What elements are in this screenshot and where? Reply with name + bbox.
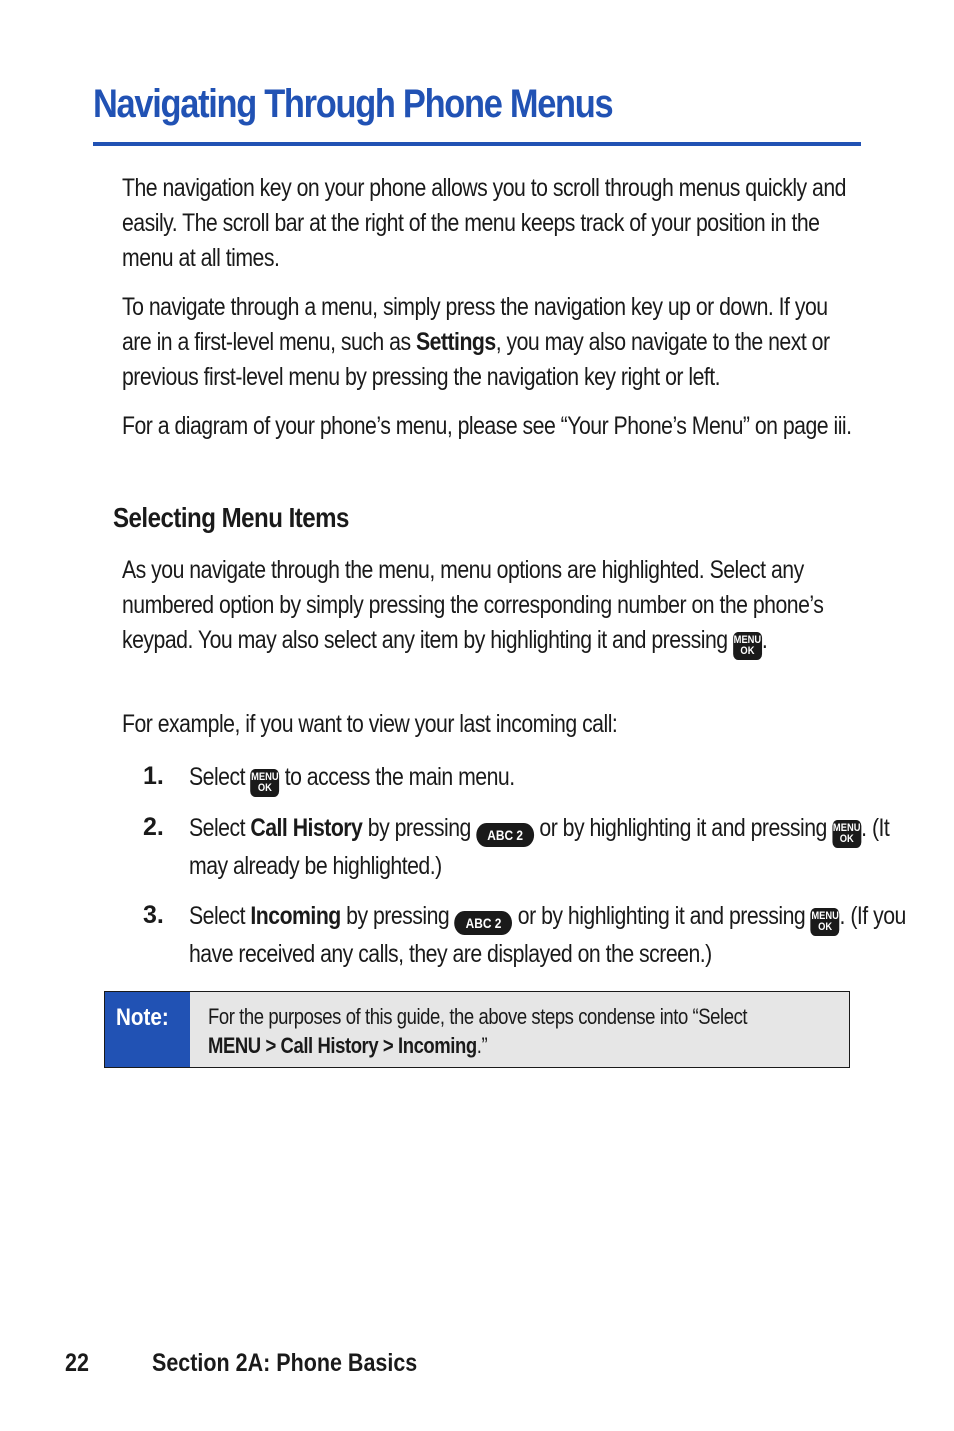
- page-number: 22: [65, 1349, 89, 1377]
- selecting-paragraph: As you navigate through the menu, menu options are highlighted. Select any numbered option by simply pressing the corresponding number on the phone’s keypad. You may also select any item by highlighting it and pressing MENU OK .: [122, 553, 862, 660]
- section-footer: Section 2A: Phone Basics: [152, 1349, 418, 1377]
- navigate-paragraph: To navigate through a menu, simply press the navigation key up or down. If you are in a first-level menu, such as Settings, you may also navigate to the next or previous first-level menu by pressing the navigation key right or left.: [122, 293, 830, 391]
- note-label: Note:: [105, 992, 190, 1067]
- section-heading: Selecting Menu Items: [113, 502, 349, 533]
- diagram-reference-paragraph: For a diagram of your phone’s menu, please see “Your Phone’s Menu” on page iii.: [122, 412, 852, 440]
- note-box: [104, 991, 850, 1068]
- settings-term: Settings: [415, 328, 496, 356]
- step-text: Select Incoming by pressing ABC 2 or by highlighting it and pressing MENU OK . (If you have received any calls, they are displayed on the screen.): [189, 902, 906, 968]
- menu-ok-key-icon: MENU OK: [811, 908, 840, 936]
- step-text: Select Call History by pressing ABC 2 or by highlighting it and pressing MENU OK . (It may already be highlighted.): [189, 814, 890, 880]
- title-rule: [93, 142, 861, 146]
- abc-2-key-icon: ABC 2: [476, 823, 534, 847]
- page-title: Navigating Through Phone Menus: [93, 82, 613, 126]
- abc-2-key-icon: ABC 2: [455, 911, 513, 935]
- menu-ok-key-icon: MENU OK: [733, 632, 762, 660]
- menu-ok-key-icon: MENU OK: [250, 769, 279, 797]
- intro-paragraph: The navigation key on your phone allows you to scroll through menus quickly and easily. The scroll bar at the right of the menu keeps track of your position in the menu at all times.: [122, 174, 846, 272]
- step-text: Select MENU OK to access the main menu.: [189, 759, 920, 797]
- step-number: 3.: [143, 901, 164, 929]
- step-number: 2.: [143, 813, 164, 841]
- example-paragraph: For example, if you want to view your last incoming call:: [122, 710, 618, 738]
- menu-ok-key-icon: MENU OK: [832, 820, 861, 848]
- step-number: 1.: [143, 762, 164, 790]
- note-text: For the purposes of this guide, the above steps condense into “Select MENU > Call History > Incoming.”: [208, 1004, 748, 1058]
